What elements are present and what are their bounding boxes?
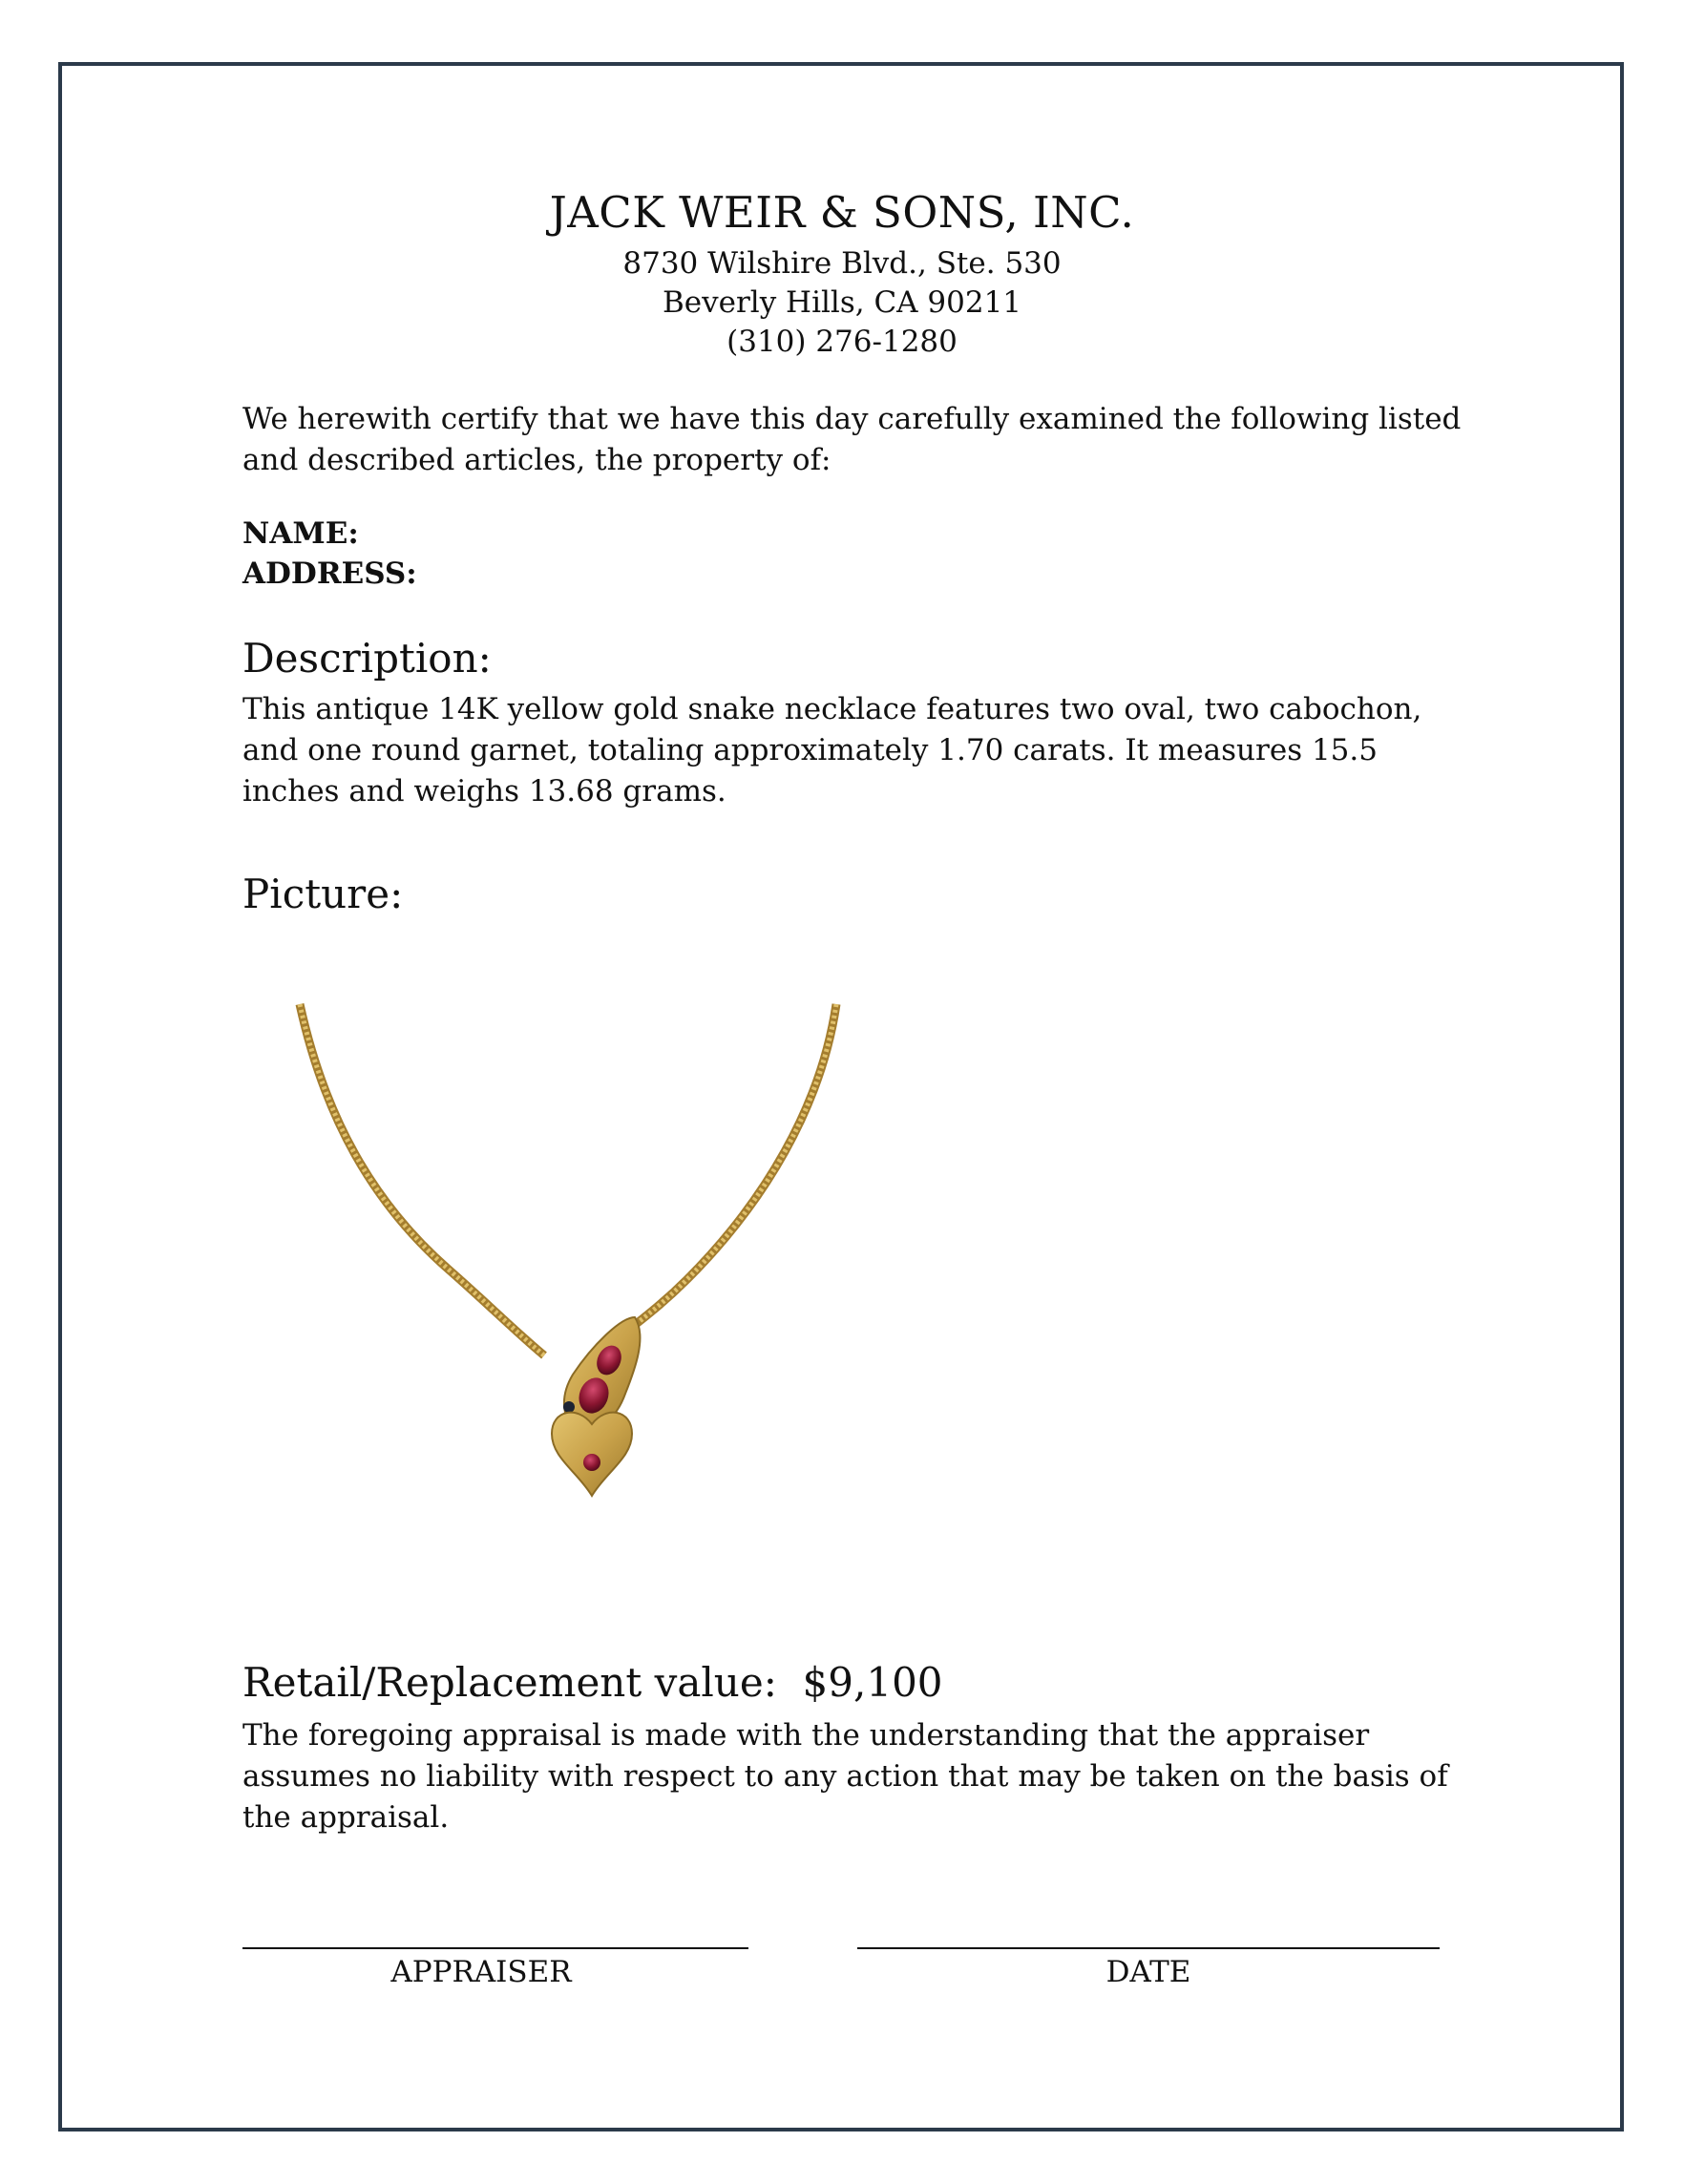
chain <box>300 1004 836 1355</box>
certification-statement: We herewith certify that we have this day carefully examined the following listed and described articles, the property of: <box>242 402 1462 477</box>
picture-heading: Picture: <box>242 871 404 917</box>
heart-pendant <box>552 1413 632 1496</box>
company-name: JACK WEIR & SONS, INC. <box>549 187 1135 238</box>
description-heading: Description: <box>242 635 492 682</box>
date-signature-line[interactable] <box>857 1947 1440 1949</box>
appraisal-disclaimer: The foregoing appraisal is made with the understanding that the appraiser assumes no liability with respect to any action that may be taken on the basis of the appraisal. <box>242 1718 1448 1835</box>
appraiser-label: APPRAISER <box>390 1955 572 1989</box>
necklace-photo <box>286 1002 859 1499</box>
appraiser-signature-line[interactable] <box>242 1947 748 1949</box>
valuation-row <box>242 1659 943 1706</box>
company-address-line1: 8730 Wilshire Blvd., Ste. 530 <box>622 246 1062 281</box>
owner-name-label: NAME: <box>242 516 359 551</box>
owner-address-label: ADDRESS: <box>242 556 417 591</box>
valuation-amount: $9,100 <box>802 1659 943 1706</box>
date-label: DATE <box>1105 1955 1191 1989</box>
company-phone: (310) 276-1280 <box>726 325 958 359</box>
valuation-label: Retail/Replacement value: <box>242 1659 777 1706</box>
company-address-line2: Beverly Hills, CA 90211 <box>662 285 1022 320</box>
description-text: This antique 14K yellow gold snake necklace features two oval, two cabochon, and one round garnet, totaling approximately 1.70 carats. It measures 15.5 inches and weighs 13.68 grams. <box>242 692 1422 808</box>
